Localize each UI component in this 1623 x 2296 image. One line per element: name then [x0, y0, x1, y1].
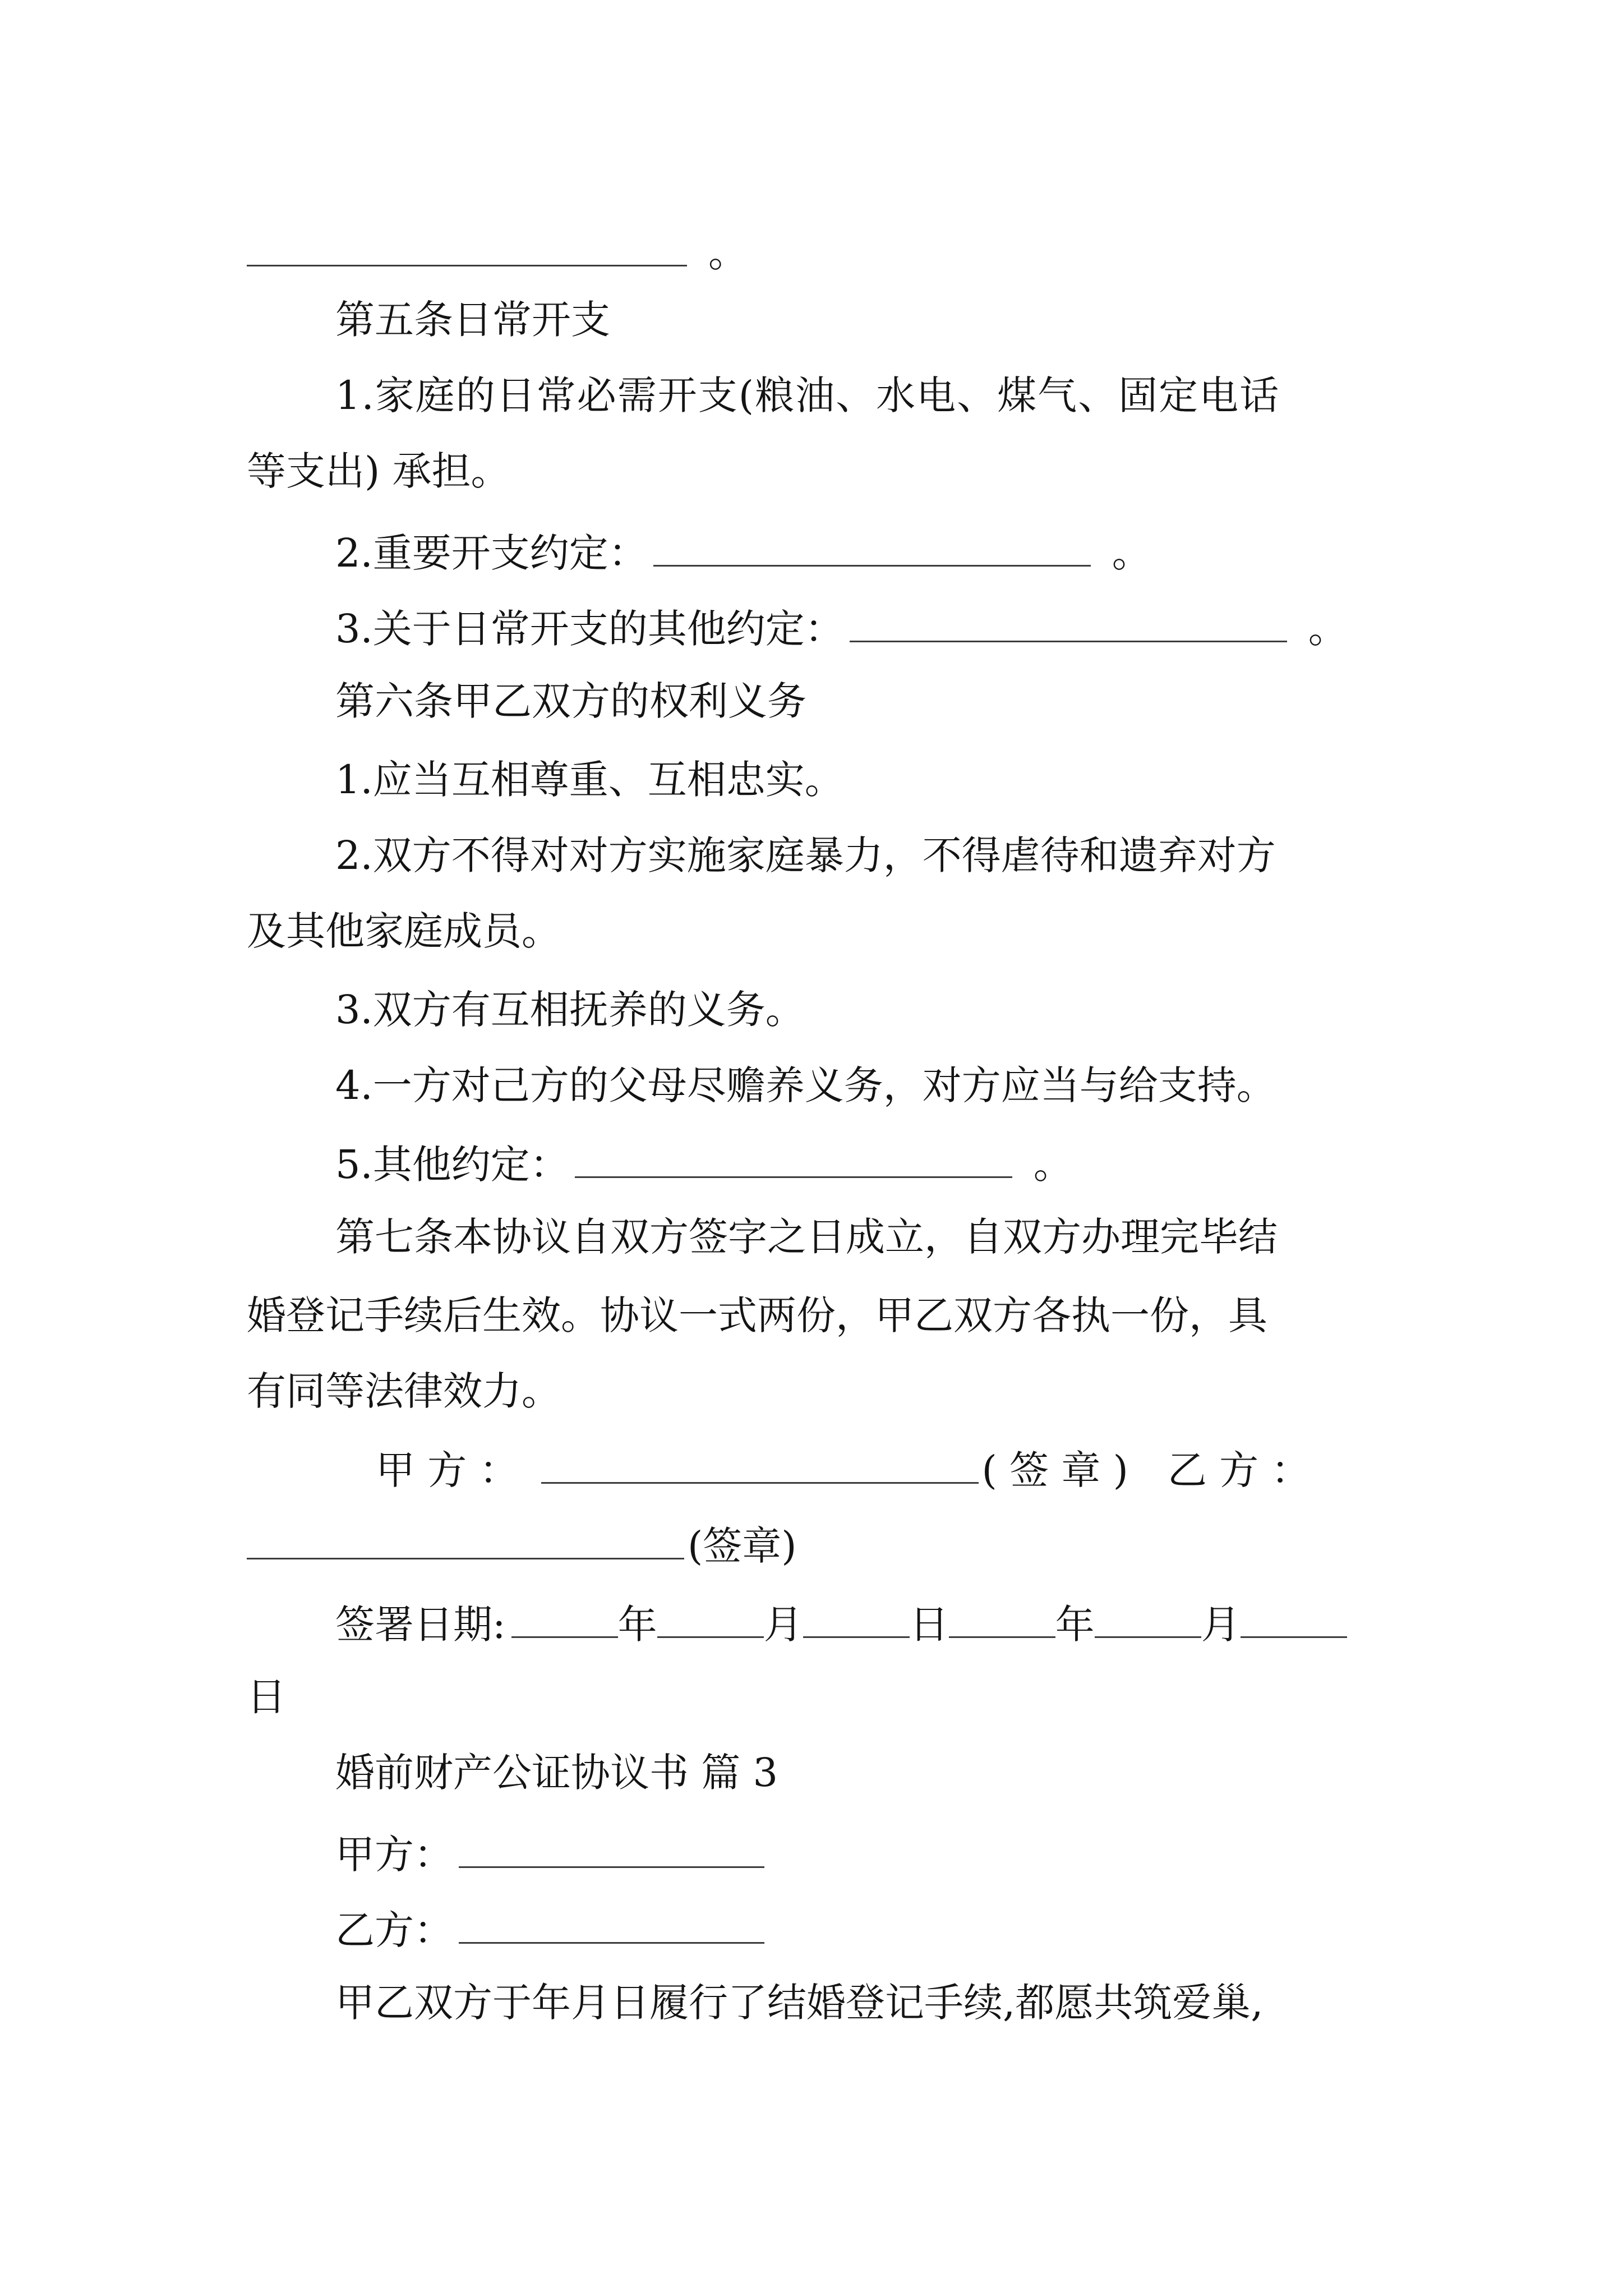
- party-b-signature-blank[interactable]: [247, 1523, 684, 1559]
- date-row: [335, 1602, 1347, 1648]
- clause-6-5-label: 5.其他约定：: [335, 1142, 569, 1188]
- party-a-row: [335, 1832, 764, 1878]
- section-7-line2: 婚登记手续后生效。协议一式两份，甲乙双方各执一份，具: [247, 1292, 1267, 1338]
- clause-6-4: 4.一方对己方的父母尽赡养义务，对方应当与给支持。: [335, 1062, 1276, 1108]
- section-3-heading: 婚前财产公证协议书 篇 3: [335, 1750, 778, 1796]
- period: 。: [1112, 530, 1151, 576]
- clause-5-3: [335, 606, 1348, 652]
- party-b-blank[interactable]: [459, 1907, 764, 1944]
- continued-line: [247, 230, 748, 276]
- clause-6-2-line1: 2.双方不得对对方实施家庭暴力，不得虐待和遗弃对方: [335, 832, 1276, 878]
- period: 。: [1033, 1142, 1073, 1188]
- fill-blank[interactable]: [850, 606, 1287, 642]
- section-6-title: 第六条甲乙双方的权利义务: [335, 678, 806, 724]
- seal-label: ( 签 章 ): [981, 1447, 1128, 1493]
- party-b-label: 乙 方 ：: [1167, 1447, 1311, 1493]
- clause-5-1-line1: 1.家庭的日常必需开支(粮油、水电、煤气、固定电话: [335, 372, 1280, 418]
- year-unit: 年: [1055, 1602, 1095, 1648]
- clause-5-2-label: 2.重要开支约定：: [335, 530, 648, 576]
- month-blank[interactable]: [657, 1602, 764, 1638]
- party-b-label: 乙方：: [335, 1907, 453, 1953]
- section-3-intro: 甲乙双方于年月日履行了结婚登记手续,都愿共筑爱巢,: [335, 1980, 1264, 2026]
- year-blank[interactable]: [949, 1602, 1055, 1638]
- section-7-line3: 有同等法律效力。: [247, 1368, 561, 1414]
- clause-5-1-line2: 等支出) 承担。: [247, 448, 510, 494]
- fill-blank[interactable]: [575, 1142, 1012, 1178]
- clause-5-3-label: 3.关于日常开支的其他约定：: [335, 606, 844, 652]
- day-unit: 日: [909, 1602, 949, 1648]
- month-unit: 月: [1201, 1602, 1241, 1648]
- year-blank[interactable]: [511, 1602, 618, 1638]
- seal-label: (签章): [688, 1523, 797, 1569]
- date-row-day: 日: [247, 1674, 286, 1720]
- period: 。: [708, 230, 748, 276]
- month-blank[interactable]: [1095, 1602, 1201, 1638]
- party-b-row: [335, 1907, 764, 1953]
- month-unit: 月: [763, 1602, 803, 1648]
- clause-6-5: [335, 1142, 1073, 1188]
- party-a-blank[interactable]: [459, 1832, 764, 1868]
- fill-blank[interactable]: [653, 530, 1091, 567]
- party-a-label: 甲 方 ：: [376, 1447, 519, 1493]
- party-a-signature-blank[interactable]: [541, 1447, 979, 1484]
- clause-6-3: 3.双方有互相抚养的义务。: [335, 987, 805, 1033]
- section-5-title: 第五条日常开支: [335, 297, 610, 343]
- fill-blank[interactable]: [247, 230, 687, 266]
- clause-5-2: [335, 530, 1151, 576]
- day-blank[interactable]: [1241, 1602, 1347, 1638]
- party-a-label: 甲方：: [335, 1832, 453, 1878]
- signature-row-2: [247, 1523, 797, 1569]
- date-label: 签署日期:: [335, 1602, 506, 1648]
- clause-6-1: 1.应当互相尊重、互相忠实。: [335, 757, 844, 803]
- section-7-line1: 第七条本协议自双方签字之日成立，自双方办理完毕结: [335, 1214, 1278, 1260]
- signature-row: [376, 1447, 1311, 1493]
- year-unit: 年: [617, 1602, 657, 1648]
- period: 。: [1308, 606, 1348, 652]
- day-blank[interactable]: [803, 1602, 910, 1638]
- clause-6-2-line2: 及其他家庭成员。: [247, 908, 561, 954]
